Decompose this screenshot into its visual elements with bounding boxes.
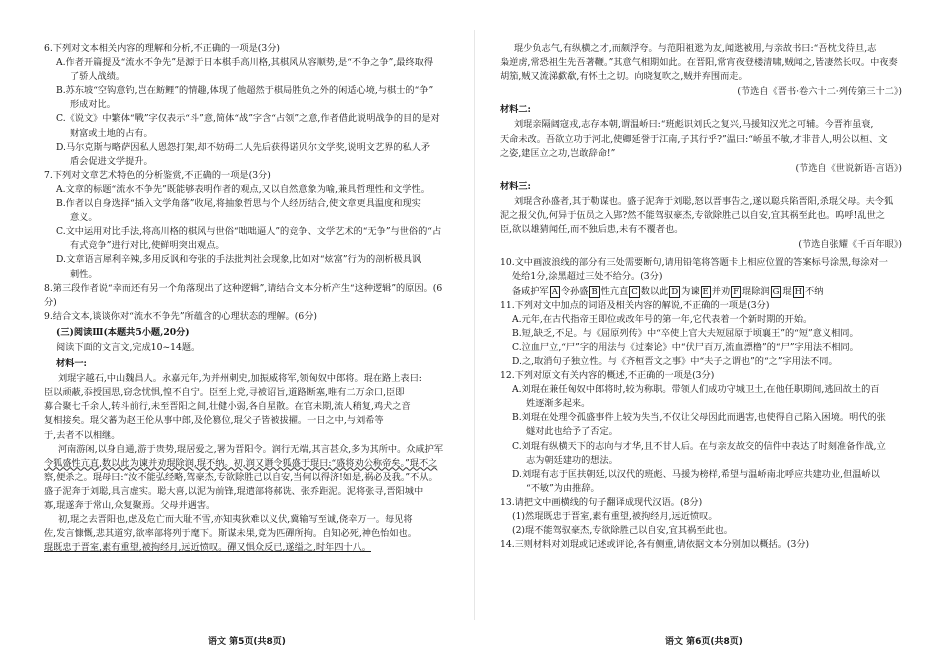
q6-stem: 6.下列对文本相关内容的理解和分析,不正确的一项是(3分): [44, 43, 281, 54]
q7-option-b-2: 意义。: [70, 212, 98, 224]
q11-option-c: C.泣血尸立,“尸”字的用法与《过秦论》中“伏尸百万,流血漂橹”的“尸”字用法不相同。: [512, 341, 859, 353]
q12-option-d-1: D.刘琨有志于匡扶朝廷,以汉代的班彪、马援为榜样,希望与温峤南北呼应共建功业,但温峤以: [512, 468, 880, 480]
q10-box-d[interactable]: D: [671, 286, 679, 297]
q13-item-1: (1)然琨既忠于晋室,素有重望,被拘经月,远近愤叹。: [512, 511, 718, 522]
material-2-title: 材料二:: [500, 104, 531, 116]
q12-option-b-2: 燧对此也给予了否定。: [526, 426, 618, 438]
q10-stem-2: 处给1分,涂黑超过三处不给分。(3分): [512, 271, 663, 283]
q12-option-a-1: A.刘琨在兼任匈奴中郎将时,较为称职。带领人们成功守城卫土,在他任职期间,逃回故土的百: [512, 384, 880, 396]
left-column: [44, 42, 449, 555]
material-1-cont-line: 胡笳,贼又流涕歔欷,有怀土之切。向晓复吹之,贼并弃围而走。: [500, 71, 748, 83]
material-1-para2-line: 察,便杀之。琨母曰:“汝不能弘经略,驾豪杰,专欲除胜己以自安,当何以得济!如是,祸必及我。”不从。: [44, 471, 438, 483]
q6-option-b-1: B.苏东坡“空钩意钓,岂在鲂鲤”的情趣,体现了他超然于棋局胜负之外的闲适心境,与棋士的“争”: [56, 85, 434, 97]
q10-seq-text: 琨除润: [742, 285, 770, 297]
q7-option-c-1: C.文中运用对比手法,将高川格的棋风与世俗“咄咄逼人”的竞争、文学艺术的“无争”与世俗的“占: [56, 226, 442, 238]
q6-option-a-1: A.作者开篇提及“流水不争先”是源于日本棋手高川格,其棋风从容顺势,是“不争之争”,最终取得: [56, 57, 434, 69]
right-column: [500, 42, 908, 552]
q12-option-d-2: “不敏”为由推辞。: [526, 482, 600, 494]
q9-stem: 9.结合文本,谈谈你对“流水不争先”所蕴含的心理状态的理解。(6分): [44, 310, 317, 322]
q10-box-f[interactable]: F: [733, 286, 740, 297]
material-1-source: (节选自《晋书·卷六十二·列传第三十二》): [737, 86, 902, 98]
q11-option-a: A.元年,在古代指帝王即位或改年号的第一年,它代表着一个新时期的开始。: [512, 313, 813, 325]
q13-item-2: (2)琨不能驾驭豪杰,专欲除胜己以自安,宜其祸至此也。: [512, 525, 733, 537]
material-1-para2-line: 寡,琨遂奔于常山,众复聚焉。父母并遇害。: [44, 500, 216, 511]
q7-option-b-1: B.作者以自身选择“插入文学角落”收尾,将抽象哲思与个人经历结合,使文章更具温度和现实: [56, 198, 421, 210]
q10-seq-text: 为谏: [681, 285, 700, 297]
q12-option-b-1: B.刘琨在处理令孤盛事件上较为失当,不仅让父母因此而遇害,也使得自己陷入困境。明代的张: [512, 412, 886, 424]
q6-option-d-1: D.马尔克斯与略萨因私人恩怨打架,却不妨碍二人先后获得诺贝尔文学奖,说明文艺界的私人矛: [56, 141, 431, 153]
material-3-title: 材料三:: [500, 180, 531, 192]
material-3-source: (节选自张耀《千百年眼》): [798, 239, 902, 251]
q6-option-c-1: C.《说文》中繁体“戰”字仅表示“斗”意,简体“战”字含“占领”之意,作者借此说明战争的目的是对: [56, 113, 440, 125]
material-1-para3-line: 初,琨之去晋阳也,虑及危亡而大耻不雪,亦知夷狄难以义伏,冀输写至诚,侥幸万一。每见将: [58, 514, 413, 526]
material-3-line: 刘琨含孙盛者,其于勒谋也。盛子泥奔于刘聪,怒以晋事告之,遂以聪兵陷晋阳,杀琨父母。夫令狐: [514, 195, 894, 207]
page-footer-right: 语文 第6页(共8页): [665, 637, 743, 647]
material-1-line: 募合聚七千余人,转斗前行,未至晋阳之间,壮健小弱,各自星散。在官未期,流人稍复,鸡犬之音: [44, 401, 411, 413]
column-divider: [474, 30, 475, 620]
q7-option-c-2: 有式竞争”进行对比,使鲜明突出观点。: [70, 240, 225, 252]
q11-stem: 11.下列对文中加点的词语及相关内容的解说,不正确的一项是(3分): [500, 299, 770, 311]
material-1-line: 于,去者不以相继。: [44, 429, 121, 441]
material-1-underlined-line: 琨既忠于晋室,素有重望,被拘经月,远近愤叹。磾又惧众反已,遂缢之,时年四十八。: [44, 542, 371, 554]
material-1-line: 复相接矣。琨父蕃为赵王伦从事中郎,及伦篡位,琨父子皆被拔擢。一日之中,与刘希等: [44, 415, 384, 427]
q10-seq-text: 并劝: [711, 285, 731, 297]
material-1-para3-line: 佐,发言慷慨,悲其道穷,欲率部将列于麾下。斯谋未果,竟为匹磾所拘。自知必死,神色怡如也。: [44, 528, 417, 540]
section-intro: 阅读下面的文言文,完成10~14题。: [56, 341, 201, 353]
material-2-line: 天命未改。吾欲立功于河北,使卿延誉于江南,子其行乎?”温曰:“峤虽不敏,才非昔人,明公以桓、文: [500, 133, 888, 145]
q11-option-d: D.之,取消句子独立性。与《齐桓晋文之事》中“夫子之谓也”的“之”字用法不同。: [512, 355, 838, 367]
q14-stem: 14.三则材料对刘琨或记述或评论,各有侧重,请依据文本分别加以概括。(3分): [500, 539, 810, 551]
section-title: (三)阅读Ⅲ(本题共5小题,20分): [56, 326, 190, 338]
q7-option-d-2: 刺性。: [70, 268, 98, 280]
q7-stem: 7.下列对文章艺术特色的分析鉴赏,不正确的一项是(3分): [44, 169, 271, 181]
q10-stem: 10.文中画波浪线的部分有三处需要断句,请用铅笔将答题卡上相应位置的答案标号涂黑,每涂对一: [500, 257, 888, 269]
q13-stem: 13.请把文中画横线的句子翻译成现代汉语。(8分): [500, 496, 703, 508]
q10-box-c[interactable]: C: [631, 286, 638, 297]
material-1-para2-line: 河南游闲,以身自通,游于贵势,琨居爱之,署为晋阳令。润行无端,其言甚众,多为其所中。众咸护军: [58, 443, 444, 455]
q6-option-b-2: 形成对比。: [70, 99, 116, 111]
q12-option-c-2: 志为朝廷建功的想法。: [526, 454, 618, 466]
q11-option-b: B.短,缺乏,不足。与《屈原列传》中“卒使上官大夫短屈原于顷襄王”的“短”意义相同。: [512, 327, 859, 339]
material-1-cont-line: 琨少负志气,有纵横之才,而颇浮夸。与范阳祖逖为友,闻逖被用,与亲故书曰:“吾枕戈待旦,志: [514, 43, 877, 54]
material-1-wavy-line: 令狐盛性亢直,数以此为谏并劝琨除润,琨不纳。初,润又谮令狐盛于琨曰:“盛将劝公称帝矣。”琨不之: [44, 457, 438, 469]
material-1-title: 材料一:: [56, 358, 87, 370]
material-2-source: (节选自《世说新语·言语》): [795, 162, 902, 174]
q12-stem: 12.下列对原文有关内容的概述,不正确的一项是(3分): [500, 370, 715, 382]
q10-sequence: [500, 285, 908, 299]
q10-seq-prefix: 备咸护军: [512, 285, 549, 297]
q10-seq-text: 数以此: [640, 285, 669, 297]
q7-option-d-1: D.文章语言犀利辛辣,多用反讽和夸张的手法批判社会现象,比如对“炫富”行为的剖析极具讽: [56, 254, 422, 266]
material-2-line: 刘琨亲隔阔寇戎,志存本朝,谓温峤曰:“班彪识刘氏之复兴,马援知汉光之可辅。今晋祚虽衰,: [514, 119, 874, 131]
q10-seq-text: 令孙盛: [560, 285, 589, 297]
q10-box-b[interactable]: B: [591, 286, 598, 297]
material-1-line: 刘琨字越石,中山魏昌人。永嘉元年,为并州刺史,加振威将军,领匈奴中郎将。琨在路上表曰:: [58, 373, 422, 385]
q6-option-c-2: 财富或土地的占有。: [70, 127, 153, 139]
q12-option-a-2: 姓逐渐多起来。: [526, 398, 591, 410]
q12-option-c-1: C.刘琨有纵横天下的志向与才华,且不甘人后。在与亲友故交的信件中表达了时刻准备作战,立: [512, 440, 886, 452]
material-3-line: 臣,欲以雄猜闻任,而不独后患,未有不覆者也。: [500, 224, 684, 236]
q6-option-d-2: 盾会促进文学提升。: [70, 155, 153, 167]
material-1-cont-line: 枭逆虏,常恐祖生先吾著鞭。”其意气相期如此。在晋阳,常宵夜登楼清啸,贼闻之,皆凄然长叹。中夜奏: [500, 57, 898, 69]
q10-box-a[interactable]: A: [551, 286, 558, 297]
q7-option-a-1: A.文章的标题“流水不争先”既能够表明作者的观点,又以自然意象为喻,兼具哲理性和文学性。: [56, 183, 430, 195]
q10-box-g[interactable]: G: [772, 286, 780, 297]
material-3-line: 泥之报父仇,何异于伍员之入郢?然不能驾驭豪杰,专欲除胜己以自安,宜其祸至此也。呜呼!乱世之: [500, 210, 885, 222]
page-footer-left: 语文 第5页(共8页): [208, 637, 286, 647]
q10-seq-text: 不纳: [805, 285, 824, 297]
material-1-para2-line: 盛子泥奔于刘聪,具言虚实。聪大喜,以泥为前锋,琨遣部将郝诜、张乔距泥。泥将张寻,晋阳城中: [44, 485, 424, 497]
q10-box-h[interactable]: H: [794, 286, 803, 297]
q10-seq-text: 琨: [782, 285, 792, 297]
q8-stem: 8.第三段作者说“幸而还有另一个角落现出了这种逻辑”,请结合文本分析产生“这种逻辑”的原因。(6分): [44, 282, 443, 308]
material-1-line: 臣以顽蔽,忝授国思,窃念忧惧,惶不自宁。臣至上党,寻被诏旨,道路断塞,唯有二万余口,臣即: [44, 387, 405, 399]
q6-option-a-2: 了骄人战绩。: [70, 71, 126, 83]
q10-box-e[interactable]: E: [702, 286, 709, 297]
q10-seq-text: 性亢直: [600, 285, 629, 297]
material-2-line: 之姿,建匡立之功,岂敢辞命!”: [500, 147, 616, 159]
